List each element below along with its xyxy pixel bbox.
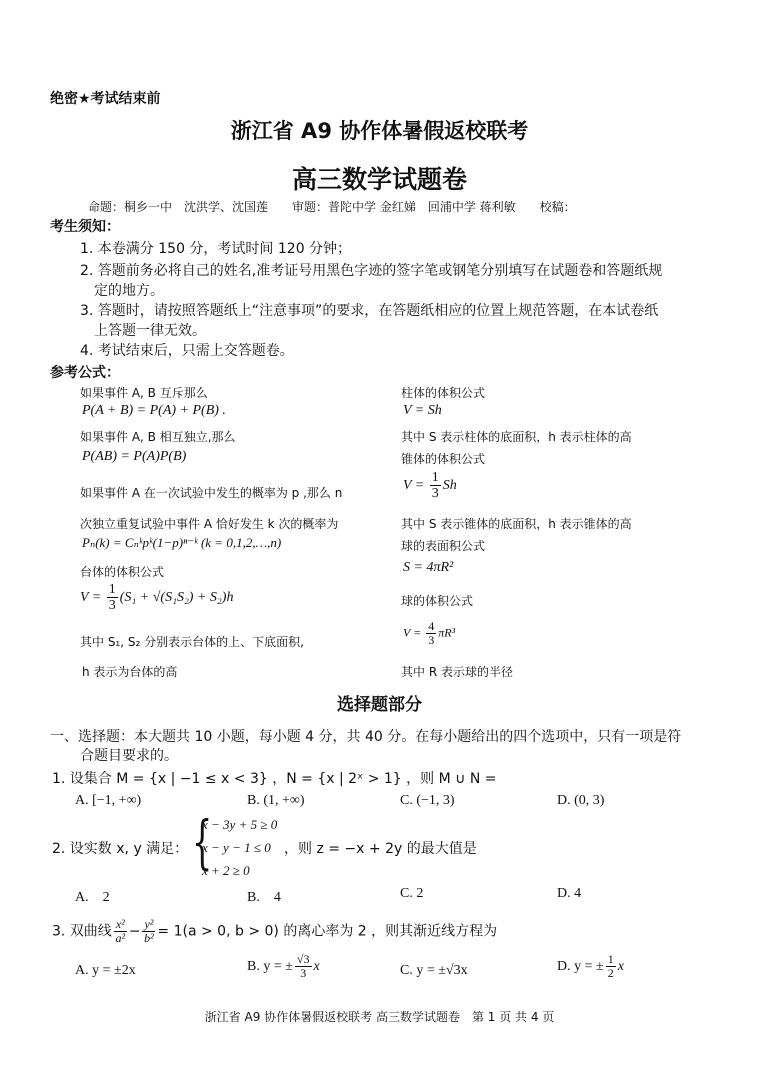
denominator: 3 — [300, 966, 307, 981]
fraction — [426, 620, 436, 647]
section-instruction-text: 一、选择题：本大题共 10 小题，每小题 4 分，共 40 分。在每小题给出的四个选项中，只有一项是符 — [50, 729, 682, 745]
formula: P(A + B) = P(A) + P(B) . — [82, 403, 226, 418]
fraction-y2-b2 — [142, 918, 155, 945]
frustum-volume-formula — [80, 582, 233, 614]
cone-volume-formula — [403, 470, 457, 502]
formulas-heading: 参考公式： — [50, 365, 120, 381]
question-1-option-b: B. (1, +∞) — [247, 793, 305, 808]
numerator: 1 — [108, 582, 116, 597]
formula-text: 球的表面积公式 — [401, 539, 486, 553]
fraction — [430, 470, 441, 502]
formula: P(AB) = P(A)P(B) — [82, 449, 187, 464]
question-2-stem-a: 2. 设实数 x, y 满足： — [52, 841, 189, 857]
question-1-option-d: D. (0, 3) — [557, 793, 605, 808]
part-title: 选择题部分 — [337, 695, 422, 715]
numerator: y² — [144, 917, 154, 931]
section-instruction-cont: 合题目要求的。 — [80, 748, 178, 764]
formula-part: V = — [403, 625, 425, 640]
formula-text: 球的体积公式 — [401, 594, 474, 608]
paper-title: 高三数学试题卷 — [291, 165, 467, 194]
formula-part: V = — [403, 478, 428, 494]
system-brace: { — [192, 808, 213, 876]
question-2-option-d: D. 4 — [557, 886, 582, 901]
formula-text: 台体的体积公式 — [80, 565, 165, 579]
numerator: 1 — [607, 952, 614, 966]
formula-part: Sh — [442, 478, 457, 494]
formula-text: h 表示为台体的高 — [82, 665, 178, 679]
question-2-stem-b: ，则 z = −x + 2y 的最大值是 — [284, 841, 477, 857]
notice-item: 1. 本卷满分 150 分，考试时间 120 分钟； — [80, 241, 352, 257]
fraction — [107, 582, 118, 614]
question-3-option-a: A. y = ±2x — [75, 963, 136, 978]
formula-text: 次独立重复试验中事件 A 恰好发生 k 次的概率为 — [80, 517, 339, 531]
formula-text: 柱体的体积公式 — [401, 386, 486, 400]
question-1-option-a: A. [−1, +∞) — [75, 793, 142, 808]
notice-item: 3. 答题时，请按照答题纸上“注意事项”的要求，在答题纸相应的位置上规范答题，在本试卷纸 — [80, 303, 659, 319]
denominator: a² — [115, 931, 126, 946]
constraint: x − y − 1 ≤ 0 — [202, 840, 271, 855]
constraint: x − 3y + 5 ≥ 0 — [202, 817, 278, 832]
exam-title: 浙江省 A9 协作体暑假返校联考 — [230, 119, 529, 143]
denominator: 3 — [108, 598, 116, 614]
question-3-option-b — [247, 953, 320, 980]
notice-item: 2. 答题前务必将自己的姓名,准考证号用黑色字迹的签字笔或钢笔分别填写在试题卷和答题纸规 — [80, 263, 663, 279]
section-instruction — [50, 726, 681, 746]
question-3-stem: 3. 双曲线 $\frac{\text{x²}}{\text{a²}}$ − $\frac{\text{y²}}{\text{b²}}$ = 1(a > 0, b > 0) 的离心率为 2 ，则其渐近线方程为 — [52, 917, 498, 946]
formula-text: 锥体的体积公式 — [401, 452, 486, 466]
question-1-option-c: C. (−1, 3) — [400, 793, 455, 808]
question-3-option-d — [557, 953, 624, 980]
numerator: 4 — [428, 619, 435, 633]
confidential-label: 绝密★考试结束前 — [50, 91, 161, 107]
question-2-option-b: B. 4 — [247, 890, 281, 905]
notice-heading: 考生须知： — [50, 219, 120, 235]
formula-part: (S₁ + √(S₁S₂) + S₂)h — [119, 590, 234, 606]
option-part: D. y = ± — [557, 958, 604, 974]
formula-text: 其中 S 表示柱体的底面积，h 表示柱体的高 — [401, 430, 632, 444]
numerator: x² — [115, 917, 125, 931]
authors-line: 命题：桐乡一中 沈洪学、沈国莲 审题：普陀中学 金红娣 回浦中学 蒋利敏 校稿： — [88, 200, 576, 214]
question-1-stem: 1. 设集合 M = {x | −1 ≤ x < 3} ，N = {x | 2ˣ > 1} ，则 M ∪ N = — [52, 771, 497, 787]
denominator: 3 — [431, 486, 439, 502]
denominator: 3 — [428, 633, 435, 648]
notice-item: 定的地方。 — [94, 283, 164, 299]
page-footer: 浙江省 A9 协作体暑假返校联考 高三数学试题卷 第 1 页 共 4 页 — [204, 1010, 555, 1024]
numerator: 1 — [431, 470, 439, 485]
formula-part: V = — [80, 590, 105, 606]
sphere-volume-formula — [403, 620, 455, 647]
question-3-option-c: C. y = ±√3x — [400, 963, 468, 978]
question-3-stem-a: 3. 双曲线 — [52, 923, 112, 940]
formula: Pₙ(k) = Cₙᵏpᵏ(1−p)ⁿ⁻ᵏ (k = 0,1,2,…,n) — [82, 535, 282, 550]
notice-item: 4. 考试结束后，只需上交答题卷。 — [80, 343, 294, 359]
option-part: B. y = ± — [247, 958, 293, 974]
formula: S = 4πR² — [403, 560, 454, 575]
denominator: b² — [144, 931, 154, 946]
fraction — [606, 953, 616, 980]
numerator: √3 — [296, 952, 310, 966]
formula-text: 如果事件 A 在一次试验中发生的概率为 p ,那么 n — [80, 486, 343, 500]
formula-text: 其中 S 表示锥体的底面积，h 表示锥体的高 — [401, 517, 632, 531]
denominator: 2 — [607, 966, 614, 981]
formula-text: 其中 S₁, S₂ 分别表示台体的上、下底面积, — [80, 635, 304, 649]
fraction — [295, 953, 312, 980]
formula-text: 其中 R 表示球的半径 — [401, 665, 513, 679]
fraction-x2-a2 — [114, 918, 127, 945]
question-3-stem-b: = 1(a > 0, b > 0) 的离心率为 2 ，则其渐近线方程为 — [157, 923, 498, 940]
formula: V = Sh — [403, 403, 442, 418]
formula-part: πR³ — [438, 625, 456, 640]
question-2-option-a: A. 2 — [75, 890, 110, 905]
constraint: x + 2 ≥ 0 — [202, 863, 250, 878]
formula-text: 如果事件 A, B 相互独立,那么 — [80, 430, 236, 444]
question-2-option-c: C. 2 — [400, 886, 424, 901]
option-part: x — [617, 958, 624, 974]
formula-text: 如果事件 A, B 互斥那么 — [80, 386, 208, 400]
option-part: x — [313, 958, 320, 974]
notice-item: 上答题一律无效。 — [94, 323, 206, 339]
